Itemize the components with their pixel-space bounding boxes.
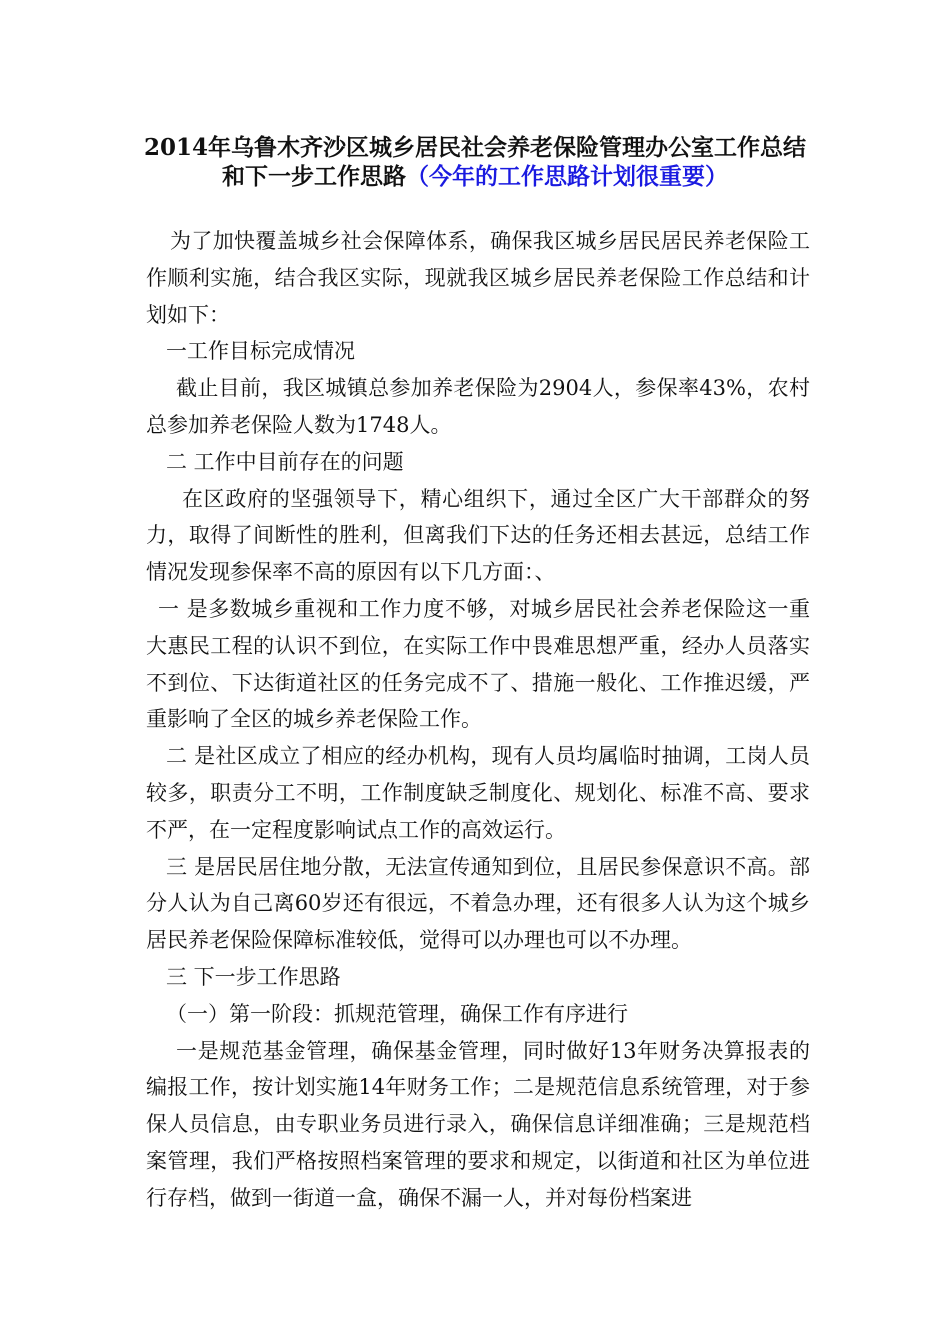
- problems-intro-paragraph: 在区政府的坚强领导下，精心组织下，通过全区广大干部群众的努力，取得了间断性的胜利，但离我们下达的任务还相去甚远，总结工作情况发现参保率不高的原因有以下几方面：、: [146, 486, 810, 585]
- document-body: [146, 223, 810, 1217]
- phase-heading-1: （一）第一阶段：抓规范管理，确保工作有序进行: [166, 1001, 628, 1026]
- problem-item-2: 二 是社区成立了相应的经办机构，现有人员均属临时抽调，工岗人员较多，职责分工不明，工作制度缺乏制度化、规划化、标准不高、要求不严，在一定程度影响试点工作的高效运行。: [146, 744, 810, 842]
- problem-item-3: 三 是居民居住地分散，无法宣传通知到位，且居民参保意识不高。部分人认为自己离60岁还有很远，不着急办理，还有很多人认为这个城乡居民养老保险保障标准较低，觉得可以办理也可以不办理。: [146, 854, 810, 953]
- phase-1-paragraph: 一是规范基金管理，确保基金管理，同时做好13年财务决算报表的编报工作，按计划实施14年财务工作；二是规范信息系统管理，对于参保人员信息，由专职业务员进行录入，确保信息详细准确；三是规范档案管理，我们严格按照档案管理的要求和规定，以街道和社区为单位进行存档，做到一街道一盒，确保不漏一人，并对每份档案进: [146, 1038, 810, 1210]
- title-line-2: [140, 162, 810, 191]
- stats-paragraph: 截止目前，我区城镇总参加养老保险为2904人，参保率43%，农村总参加养老保险人数为1748人。: [146, 376, 810, 437]
- title-line-1: 2014年乌鲁木齐沙区城乡居民社会养老保险管理办公室工作总结: [143, 134, 806, 161]
- document-title: [140, 133, 810, 191]
- problem-item-1: 一 是多数城乡重视和工作力度不够，对城乡居民社会养老保险这一重大惠民工程的认识不到位，在实际工作中畏难思想严重，经办人员落实不到位、下达街道社区的任务完成不了、措施一般化、工作推迟缓，严重影响了全区的城乡养老保险工作。: [146, 596, 810, 732]
- section-heading-3: 三 下一步工作思路: [166, 964, 341, 989]
- section-heading-2: 二 工作中目前存在的问题: [166, 449, 404, 474]
- section-heading-1: 一工作目标完成情况: [166, 339, 355, 364]
- title-note: （今年的工作思路计划很重要）: [406, 163, 728, 190]
- title-main: 和下一步工作思路: [222, 163, 406, 190]
- intro-paragraph: 为了加快覆盖城乡社会保障体系，确保我区城乡居民居民养老保险工作顺利实施，结合我区实际，现就我区城乡居民养老保险工作总结和计划如下：: [146, 229, 810, 327]
